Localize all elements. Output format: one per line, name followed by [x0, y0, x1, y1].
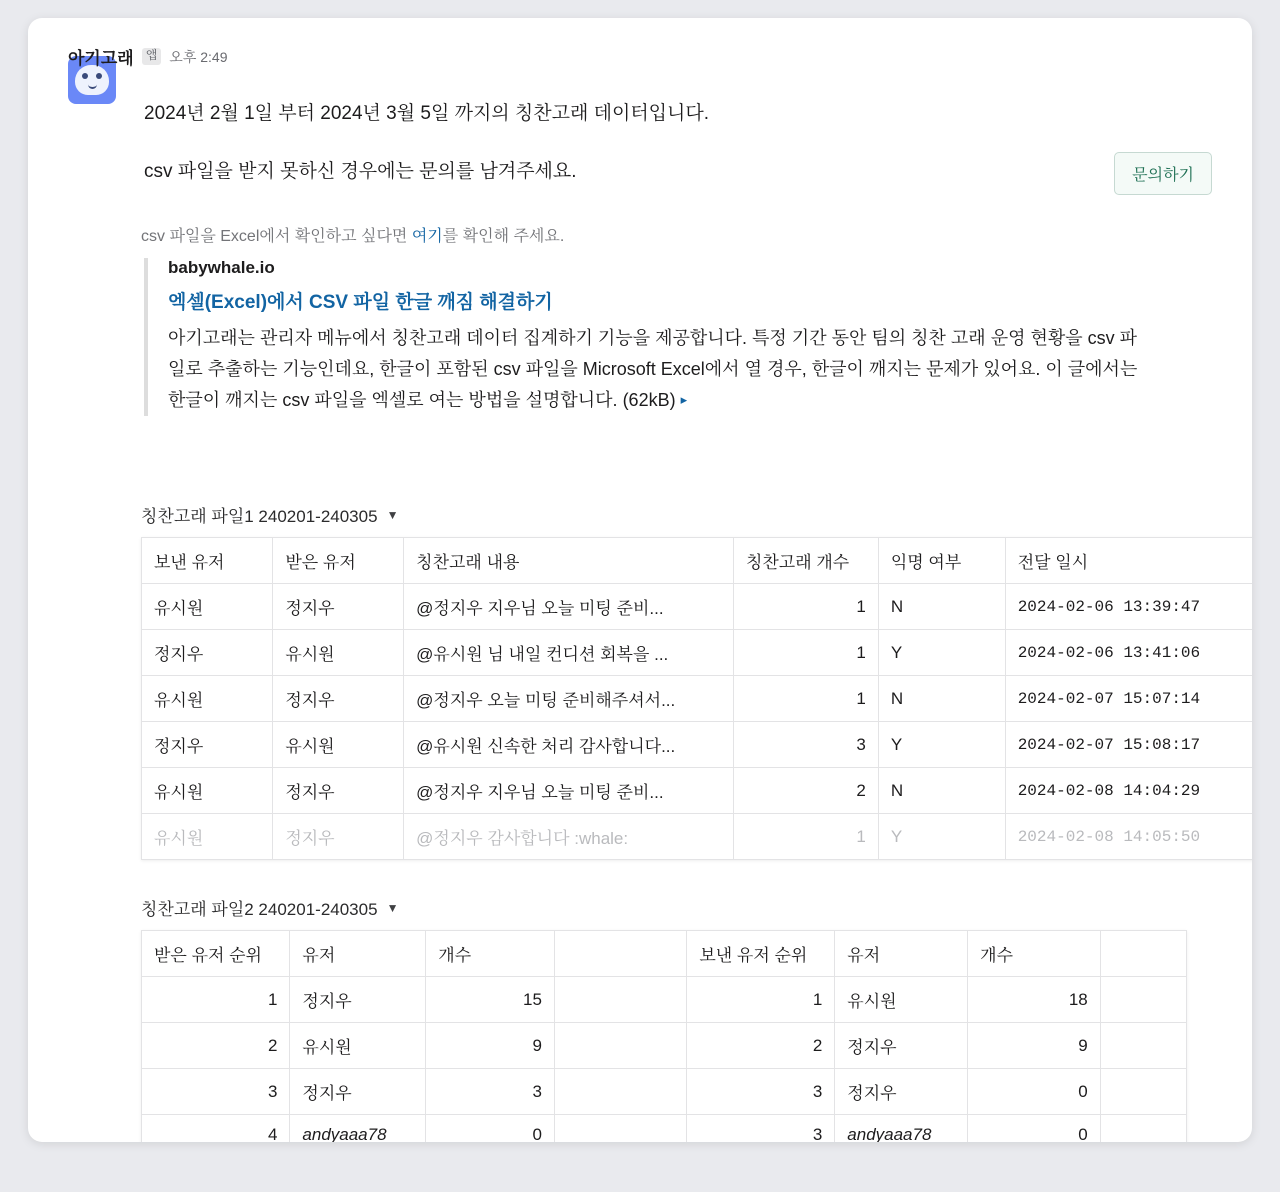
table-cell-rank-received: 2 — [142, 1023, 290, 1069]
table-cell-receiver: 유시원 — [273, 630, 404, 676]
table-cell-content: @정지우 오늘 미팅 준비해주셔서... — [404, 676, 734, 722]
table-cell-user-received: 정지우 — [290, 977, 426, 1023]
table-row — [142, 1115, 1186, 1143]
message-header — [68, 44, 227, 69]
table-row — [142, 584, 1252, 630]
table-header-cell: 개수 — [426, 931, 555, 977]
table-header-cell: 유저 — [835, 931, 968, 977]
table-cell-count: 1 — [733, 584, 878, 630]
table-header-cell: 칭찬고래 내용 — [404, 538, 734, 584]
table-cell-content: @정지우 지우님 오늘 미팅 준비... — [404, 768, 734, 814]
table-row — [142, 768, 1252, 814]
table-cell-sender: 정지우 — [142, 630, 273, 676]
whale-icon — [75, 65, 109, 95]
table-cell-anonymous: N — [878, 768, 1005, 814]
table-cell-datetime: 2024-02-06 13:39:47 — [1005, 584, 1252, 630]
table-cell-count: 3 — [733, 722, 878, 768]
table-cell-rank-sent: 1 — [687, 977, 835, 1023]
table-cell-user-sent: 유시원 — [835, 977, 968, 1023]
table-header-cell: 보낸 유저 — [142, 538, 273, 584]
table-header-cell-spacer — [1100, 931, 1186, 977]
table-row — [142, 1069, 1186, 1115]
sender-name[interactable]: 아기고래 — [68, 49, 134, 68]
link-preview-size: (62kB) — [622, 389, 676, 410]
table-cell-count: 1 — [733, 630, 878, 676]
table-row — [142, 977, 1186, 1023]
table-cell-spacer — [554, 977, 686, 1023]
inquiry-button[interactable]: 문의하기 — [1114, 152, 1212, 195]
table-row — [142, 676, 1252, 722]
file2-label: 칭찬고래 파일2 240201-240305 — [141, 900, 378, 919]
table-cell-anonymous: Y — [878, 722, 1005, 768]
table-cell-count: 1 — [733, 676, 878, 722]
message-line-2: csv 파일을 받지 못하신 경우에는 문의를 남겨주세요. — [144, 161, 577, 182]
app-badge: 앱 — [142, 48, 162, 64]
table-cell-count-sent: 0 — [968, 1069, 1101, 1115]
link-preview-site[interactable]: babywhale.io — [168, 258, 275, 277]
table-header-row — [142, 538, 1252, 584]
link-preview — [144, 258, 1144, 416]
table-cell-count-sent: 0 — [968, 1115, 1101, 1143]
table-cell-sender: 유시원 — [142, 814, 273, 860]
link-preview-title[interactable]: 엑셀(Excel)에서 CSV 파일 한글 깨짐 해결하기 — [168, 292, 553, 313]
table-cell-rank-sent: 3 — [687, 1069, 835, 1115]
table-cell-count-received: 0 — [426, 1115, 555, 1143]
table-header-cell: 받은 유저 순위 — [142, 931, 290, 977]
table-cell-count-received: 15 — [426, 977, 555, 1023]
chevron-down-icon[interactable]: ▼ — [386, 900, 399, 915]
table-cell-rank-sent: 2 — [687, 1023, 835, 1069]
table-cell-content: @유시원 신속한 처리 감사합니다... — [404, 722, 734, 768]
table-cell-sender: 유시원 — [142, 584, 273, 630]
expand-triangle-icon[interactable]: ▸ — [680, 391, 688, 407]
whale-eye-left-icon — [82, 73, 88, 79]
table-cell-spacer — [554, 1069, 686, 1115]
table-cell-user-received: 유시원 — [290, 1023, 426, 1069]
file2-table — [142, 931, 1186, 1142]
table-cell-spacer — [554, 1023, 686, 1069]
table-cell-anonymous: N — [878, 584, 1005, 630]
whale-eye-right-icon — [96, 73, 102, 79]
table-cell-user-sent: 정지우 — [835, 1023, 968, 1069]
table-cell-rank-received: 1 — [142, 977, 290, 1023]
file2-label-row[interactable] — [141, 895, 398, 920]
table-row — [142, 1023, 1186, 1069]
table-cell-count-sent: 9 — [968, 1023, 1101, 1069]
file2-table-container[interactable] — [141, 930, 1187, 1142]
table-row — [142, 814, 1252, 860]
table-header-cell: 유저 — [290, 931, 426, 977]
table-cell-count-sent: 18 — [968, 977, 1101, 1023]
table-cell-count-received: 9 — [426, 1023, 555, 1069]
message-line-3-suffix: 를 확인해 주세요. — [442, 228, 565, 245]
table-cell-sender: 유시원 — [142, 676, 273, 722]
table-cell-spacer — [1100, 1069, 1186, 1115]
message-timestamp[interactable]: 오후 2:49 — [169, 48, 228, 65]
table-cell-sender: 정지우 — [142, 722, 273, 768]
table-header-cell: 칭찬고래 개수 — [733, 538, 878, 584]
table-header-cell-spacer — [554, 931, 686, 977]
table-header-cell: 보낸 유저 순위 — [687, 931, 835, 977]
table-cell-content: @유시원 님 내일 컨디션 회복을 ... — [404, 630, 734, 676]
table-cell-spacer — [1100, 977, 1186, 1023]
table-cell-count-received: 3 — [426, 1069, 555, 1115]
table-cell-spacer — [1100, 1023, 1186, 1069]
table-cell-rank-received: 3 — [142, 1069, 290, 1115]
table-cell-anonymous: Y — [878, 814, 1005, 860]
message-line-3 — [141, 223, 564, 246]
link-preview-description-text: 아기고래는 관리자 메뉴에서 칭찬고래 데이터 집계하기 기능을 제공합니다. 특정 기간 동안 팀의 칭찬 고래 운영 현황을 csv 파일로 추출하는 기능인데요, 한글이 포함된 csv 파일을 Microsoft Excel에서 열 경우, 한글이 깨지는 문제가 있어요. 이 글에서는 한글이 깨지는 csv 파일을 엑셀로 여는 방법을 설명합니다. — [168, 328, 1138, 410]
table-cell-anonymous: Y — [878, 630, 1005, 676]
table-cell-spacer — [1100, 1115, 1186, 1143]
table-row — [142, 630, 1252, 676]
table-cell-rank-received: 4 — [142, 1115, 290, 1143]
table-cell-content: @정지우 지우님 오늘 미팅 준비... — [404, 584, 734, 630]
file1-table-container[interactable] — [141, 537, 1252, 860]
table-cell-receiver: 유시원 — [273, 722, 404, 768]
file1-label: 칭찬고래 파일1 240201-240305 — [141, 507, 378, 526]
table-cell-rank-sent: 3 — [687, 1115, 835, 1143]
link-preview-description — [168, 323, 1144, 416]
table-header-cell: 받은 유저 — [273, 538, 404, 584]
message-card — [28, 18, 1252, 1142]
table-row — [142, 722, 1252, 768]
table-cell-datetime: 2024-02-08 14:05:50 — [1005, 814, 1252, 860]
table-cell-datetime: 2024-02-07 15:07:14 — [1005, 676, 1252, 722]
table-cell-user-received: 정지우 — [290, 1069, 426, 1115]
table-cell-content: @정지우 감사합니다 :whale: — [404, 814, 734, 860]
excel-help-link[interactable]: 여기 — [411, 228, 443, 245]
table-cell-anonymous: N — [878, 676, 1005, 722]
table-cell-count: 2 — [733, 768, 878, 814]
table-header-cell: 전달 일시 — [1005, 538, 1252, 584]
table-header-cell: 개수 — [968, 931, 1101, 977]
table-cell-datetime: 2024-02-08 14:04:29 — [1005, 768, 1252, 814]
table-cell-receiver: 정지우 — [273, 584, 404, 630]
table-cell-datetime: 2024-02-07 15:08:17 — [1005, 722, 1252, 768]
table-cell-count: 1 — [733, 814, 878, 860]
message-line-1: 2024년 2월 1일 부터 2024년 3월 5일 까지의 칭찬고래 데이터입니다. — [144, 103, 710, 124]
table-header-cell: 익명 여부 — [878, 538, 1005, 584]
table-cell-receiver: 정지우 — [273, 768, 404, 814]
table-header-row — [142, 931, 1186, 977]
table-cell-user-received: andyaaa78 — [290, 1115, 426, 1143]
chevron-down-icon[interactable]: ▼ — [386, 507, 399, 522]
table-cell-spacer — [554, 1115, 686, 1143]
table-cell-receiver: 정지우 — [273, 814, 404, 860]
table-cell-sender: 유시원 — [142, 768, 273, 814]
table-cell-datetime: 2024-02-06 13:41:06 — [1005, 630, 1252, 676]
message-line-3-prefix: csv 파일을 Excel에서 확인하고 싶다면 — [141, 228, 412, 245]
table-cell-user-sent: andyaaa78 — [835, 1115, 968, 1143]
table-cell-user-sent: 정지우 — [835, 1069, 968, 1115]
table-cell-receiver: 정지우 — [273, 676, 404, 722]
file1-table — [142, 538, 1252, 860]
file1-label-row[interactable] — [141, 502, 398, 527]
